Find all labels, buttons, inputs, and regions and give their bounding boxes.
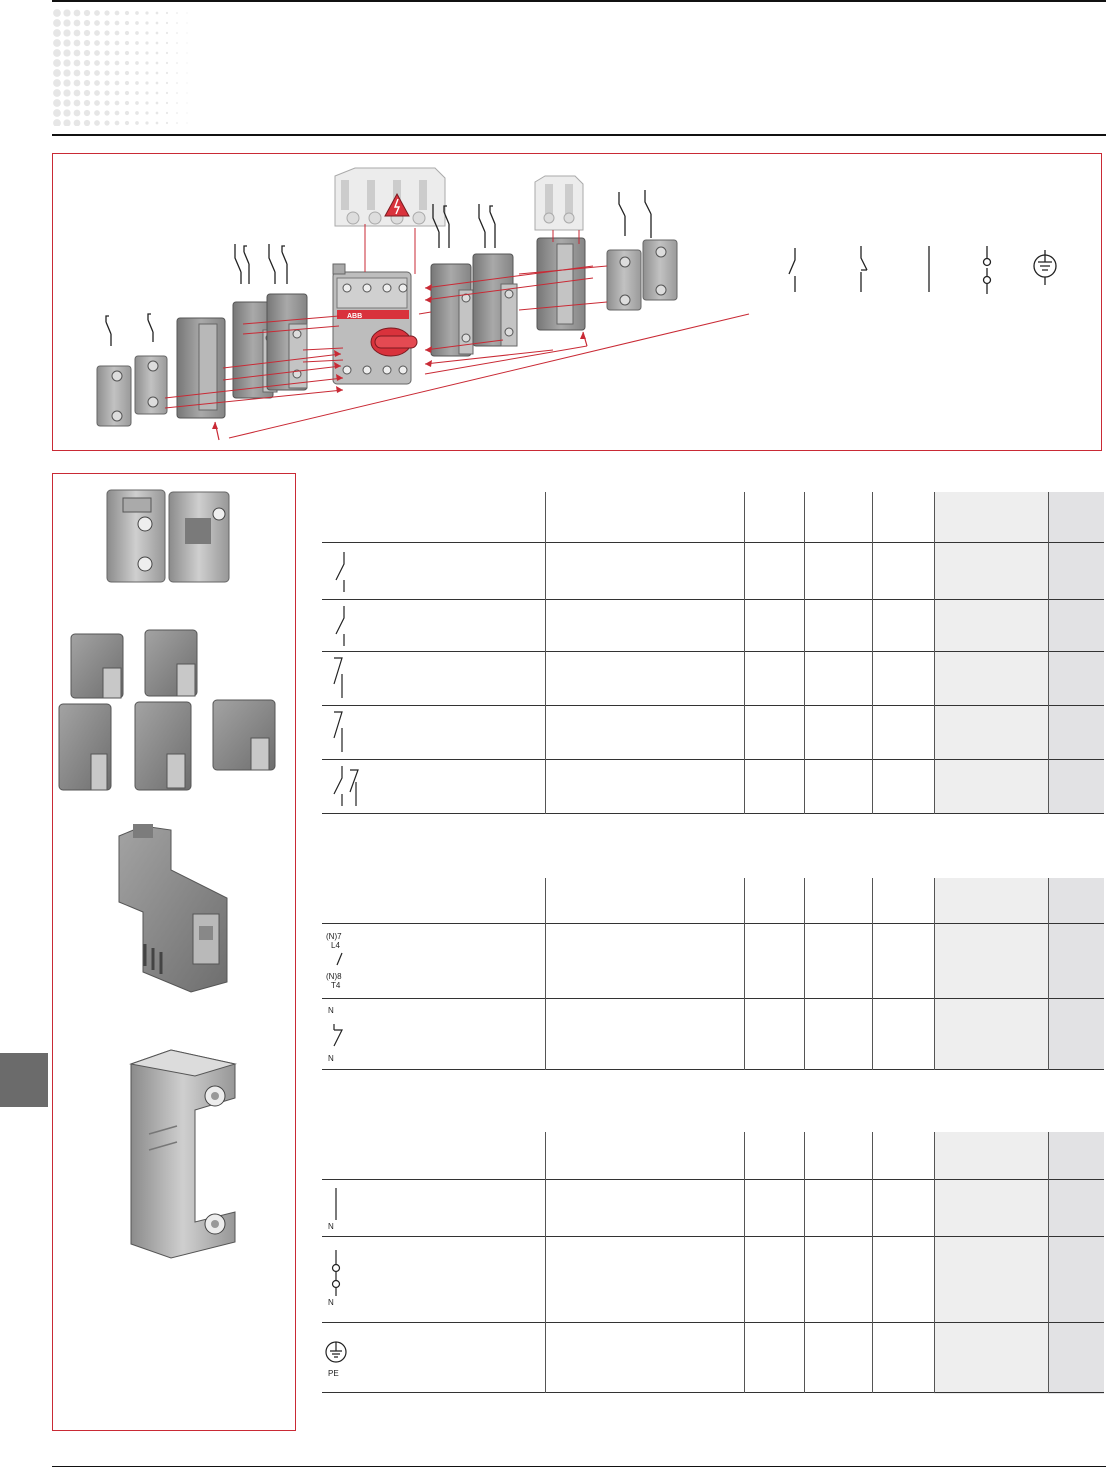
dot-pattern-decoration bbox=[52, 8, 192, 126]
terminal-label: (N)7 bbox=[326, 932, 342, 941]
pattern-dot bbox=[176, 82, 178, 84]
pattern-dot bbox=[84, 80, 90, 86]
pattern-dot bbox=[74, 40, 81, 47]
pattern-dot bbox=[166, 112, 168, 114]
pattern-dot bbox=[104, 70, 109, 75]
switch-brand-label: ABB bbox=[347, 313, 363, 320]
fifth-pole-photo bbox=[119, 824, 227, 992]
pattern-dot bbox=[94, 50, 100, 56]
pattern-dot bbox=[84, 90, 90, 96]
pattern-dot bbox=[53, 79, 61, 87]
pattern-dot bbox=[53, 69, 61, 77]
pattern-dot bbox=[63, 29, 70, 36]
pattern-dot bbox=[186, 52, 187, 53]
terminal-label: N bbox=[328, 1054, 334, 1063]
pattern-dot bbox=[125, 71, 129, 75]
terminal-shroud-small bbox=[535, 176, 583, 230]
pattern-dot bbox=[176, 32, 178, 34]
neutral-earth-terminal-table bbox=[322, 1132, 1104, 1394]
normally-closed-contact-icon bbox=[861, 246, 867, 292]
aux-block-mid-3 bbox=[267, 294, 307, 390]
aux-block-right-2 bbox=[473, 254, 517, 346]
pattern-dot bbox=[84, 10, 90, 16]
pattern-dot bbox=[125, 41, 129, 45]
pattern-dot bbox=[115, 31, 120, 36]
pattern-dot bbox=[74, 80, 81, 87]
pattern-dot bbox=[156, 32, 159, 35]
pattern-dot bbox=[53, 109, 61, 117]
pattern-dot bbox=[166, 102, 168, 104]
pattern-dot bbox=[135, 121, 139, 125]
pattern-dot bbox=[94, 80, 100, 86]
pattern-dot bbox=[135, 71, 139, 75]
pattern-dot bbox=[94, 30, 100, 36]
pattern-dot bbox=[176, 92, 178, 94]
pattern-dot bbox=[63, 99, 70, 106]
terminal-label: T4 bbox=[331, 981, 341, 990]
pattern-dot bbox=[63, 59, 70, 66]
pattern-dot bbox=[115, 11, 120, 16]
pattern-dot bbox=[84, 60, 90, 66]
pattern-dot bbox=[104, 60, 109, 65]
pattern-dot bbox=[115, 121, 120, 126]
pattern-dot bbox=[176, 72, 178, 74]
pattern-dot bbox=[74, 100, 81, 107]
normally-open-contact-icon bbox=[326, 604, 356, 648]
main-switch-body bbox=[333, 264, 417, 384]
terminal-label: N bbox=[328, 1222, 334, 1231]
pattern-dot bbox=[115, 61, 120, 66]
terminal-label: L4 bbox=[331, 941, 340, 950]
link-terminal-icon bbox=[984, 246, 991, 294]
terminal-label: PE bbox=[328, 1369, 339, 1378]
pattern-dot bbox=[156, 92, 159, 95]
pattern-dot bbox=[186, 22, 187, 23]
pattern-dot bbox=[176, 42, 178, 44]
pattern-dot bbox=[53, 89, 61, 97]
pattern-dot bbox=[135, 11, 139, 15]
pattern-dot bbox=[125, 51, 129, 55]
pattern-dot bbox=[115, 111, 120, 116]
pattern-dot bbox=[94, 40, 100, 46]
neutral-pole-contact-icon bbox=[326, 1022, 350, 1052]
pattern-dot bbox=[135, 101, 139, 105]
link-terminal-icon bbox=[326, 1248, 346, 1298]
pattern-dot bbox=[104, 120, 109, 125]
pattern-dot bbox=[125, 91, 129, 95]
pattern-dot bbox=[104, 30, 109, 35]
pattern-dot bbox=[166, 32, 168, 34]
pattern-dot bbox=[53, 19, 61, 27]
pattern-dot bbox=[94, 100, 100, 106]
pattern-dot bbox=[84, 40, 90, 46]
pattern-dot bbox=[145, 91, 148, 94]
pattern-dot bbox=[135, 51, 139, 55]
terminal-label: N bbox=[328, 1006, 334, 1015]
neutral-terminal-photo bbox=[131, 1050, 235, 1258]
pattern-dot bbox=[53, 29, 61, 37]
pattern-dot bbox=[176, 12, 178, 14]
aux-block-far-right-1 bbox=[607, 250, 641, 310]
pattern-dot bbox=[104, 10, 109, 15]
auxiliary-contacts-table bbox=[322, 492, 1104, 814]
pattern-dot bbox=[94, 90, 100, 96]
pattern-dot bbox=[145, 21, 148, 24]
pattern-dot bbox=[135, 111, 139, 115]
pattern-dot bbox=[166, 122, 168, 124]
pattern-dot bbox=[145, 61, 148, 64]
pattern-dot bbox=[104, 80, 109, 85]
terminal-label: N bbox=[328, 1298, 334, 1307]
unit-column-shade bbox=[1048, 492, 1104, 814]
pattern-dot bbox=[53, 9, 61, 17]
pattern-dot bbox=[53, 49, 61, 57]
pattern-dot bbox=[115, 81, 120, 86]
pattern-dot bbox=[63, 119, 70, 126]
pattern-dot bbox=[125, 31, 129, 35]
pattern-dot bbox=[104, 110, 109, 115]
normally-closed-contact-icon bbox=[326, 656, 356, 700]
pattern-dot bbox=[176, 22, 178, 24]
pattern-dot bbox=[135, 91, 139, 95]
product-photo-panel bbox=[52, 473, 296, 1431]
pattern-dot bbox=[156, 62, 159, 65]
pattern-dot bbox=[145, 51, 148, 54]
pattern-dot bbox=[94, 20, 100, 26]
pattern-dot bbox=[176, 102, 178, 104]
section-side-tab bbox=[0, 1053, 48, 1107]
price-column-shade bbox=[934, 492, 1048, 814]
pattern-dot bbox=[63, 89, 70, 96]
pattern-dot bbox=[63, 49, 70, 56]
pattern-dot bbox=[145, 11, 148, 14]
auxiliary-contact-blocks-photo bbox=[107, 490, 229, 582]
normally-open-contact-icon bbox=[326, 550, 356, 594]
pattern-dot bbox=[166, 22, 168, 24]
terminal-shroud-hazard bbox=[335, 168, 445, 226]
symbol-legend bbox=[789, 246, 1056, 294]
pattern-dot bbox=[145, 81, 148, 84]
pattern-dot bbox=[135, 31, 139, 35]
pattern-dot bbox=[104, 100, 109, 105]
pattern-dot bbox=[186, 112, 187, 113]
nc-contact-symbol-left bbox=[106, 314, 153, 346]
accessory-exploded-diagram bbox=[53, 154, 1103, 452]
fifth-pole-table bbox=[322, 878, 1104, 1070]
pattern-dot bbox=[74, 120, 81, 126]
pattern-dot bbox=[156, 22, 159, 25]
pattern-dot bbox=[63, 19, 70, 26]
pattern-dot bbox=[145, 121, 148, 124]
pattern-dot bbox=[74, 60, 81, 67]
accessory-overview-frame bbox=[52, 153, 1102, 451]
no-nc-contact-pair-icon bbox=[326, 764, 366, 808]
footer-rule bbox=[52, 1466, 1106, 1467]
pattern-dot bbox=[145, 101, 148, 104]
pattern-dot bbox=[74, 30, 81, 37]
pattern-dot bbox=[84, 30, 90, 36]
pattern-dot bbox=[115, 41, 120, 46]
pattern-dot bbox=[186, 42, 187, 43]
pattern-dot bbox=[145, 111, 148, 114]
pattern-dot bbox=[156, 12, 159, 15]
auxiliary-contact-group-photo bbox=[59, 630, 275, 790]
pattern-dot bbox=[125, 111, 129, 115]
pattern-dot bbox=[156, 72, 159, 75]
aux-block-right-1 bbox=[431, 264, 473, 356]
pattern-dot bbox=[176, 52, 178, 54]
pattern-dot bbox=[84, 20, 90, 26]
aux-block-left-2 bbox=[135, 356, 167, 414]
pattern-dot bbox=[125, 61, 129, 65]
pattern-dot bbox=[135, 61, 139, 65]
pattern-dot bbox=[53, 39, 61, 47]
pattern-dot bbox=[84, 70, 90, 76]
pattern-dot bbox=[115, 51, 120, 56]
pattern-dot bbox=[145, 41, 148, 44]
fifth-pole-contact-icon bbox=[330, 951, 350, 971]
pattern-dot bbox=[94, 60, 100, 66]
header-rule bbox=[52, 134, 1106, 136]
pattern-dot bbox=[125, 81, 129, 85]
pattern-dot bbox=[53, 119, 61, 126]
normally-closed-contact-icon bbox=[326, 710, 356, 754]
pattern-dot bbox=[53, 99, 61, 107]
pattern-dot bbox=[94, 10, 100, 16]
pattern-dot bbox=[186, 62, 187, 63]
aux-block-left-1 bbox=[97, 366, 131, 426]
top-rule bbox=[52, 0, 1106, 2]
pattern-dot bbox=[145, 31, 148, 34]
pattern-dot bbox=[84, 120, 90, 126]
pattern-dot bbox=[74, 90, 81, 97]
pattern-dot bbox=[74, 50, 81, 57]
pattern-dot bbox=[74, 20, 81, 27]
protective-earth-icon bbox=[324, 1340, 348, 1366]
pattern-dot bbox=[166, 72, 168, 74]
pattern-dot bbox=[145, 71, 148, 74]
pattern-dot bbox=[125, 21, 129, 25]
pattern-dot bbox=[166, 42, 168, 44]
pattern-dot bbox=[125, 121, 129, 125]
pattern-dot bbox=[156, 42, 159, 45]
pattern-dot bbox=[135, 21, 139, 25]
normally-open-contact-icon bbox=[789, 248, 795, 292]
pattern-dot bbox=[176, 112, 178, 114]
terminal-label: (N)8 bbox=[326, 972, 342, 981]
pattern-dot bbox=[115, 101, 120, 106]
pattern-dot bbox=[63, 9, 70, 16]
pattern-dot bbox=[186, 72, 187, 73]
pattern-dot bbox=[186, 102, 187, 103]
pattern-dot bbox=[156, 102, 159, 105]
pattern-dot bbox=[115, 21, 120, 26]
no-nc-symbols-left bbox=[235, 244, 287, 284]
pattern-dot bbox=[156, 82, 159, 85]
pattern-dot bbox=[115, 91, 120, 96]
no-symbols-far-right bbox=[619, 190, 651, 238]
pattern-dot bbox=[166, 12, 168, 14]
pattern-dot bbox=[84, 110, 90, 116]
pattern-dot bbox=[74, 70, 81, 77]
pattern-dot bbox=[125, 11, 129, 15]
pattern-dot bbox=[115, 71, 120, 76]
pattern-dot bbox=[135, 81, 139, 85]
pattern-dot bbox=[186, 122, 187, 123]
protective-earth-icon bbox=[1034, 250, 1056, 285]
pattern-dot bbox=[84, 50, 90, 56]
pattern-dot bbox=[186, 82, 187, 83]
aux-block-far-right-2 bbox=[643, 240, 677, 300]
pattern-dot bbox=[156, 122, 159, 125]
pattern-dot bbox=[94, 110, 100, 116]
pattern-dot bbox=[74, 110, 81, 117]
pattern-dot bbox=[63, 79, 70, 86]
pattern-dot bbox=[63, 109, 70, 116]
pattern-dot bbox=[53, 59, 61, 67]
pattern-dot bbox=[166, 82, 168, 84]
pattern-dot bbox=[94, 120, 100, 126]
pattern-dot bbox=[186, 12, 187, 13]
pattern-dot bbox=[104, 90, 109, 95]
pattern-dot bbox=[156, 112, 159, 115]
pattern-dot bbox=[125, 101, 129, 105]
pattern-dot bbox=[156, 52, 159, 55]
pattern-dot bbox=[94, 70, 100, 76]
pattern-dot bbox=[166, 52, 168, 54]
pattern-dot bbox=[104, 50, 109, 55]
pattern-dot bbox=[74, 10, 81, 17]
pattern-dot bbox=[186, 32, 187, 33]
pattern-dot bbox=[176, 62, 178, 64]
pattern-dot bbox=[104, 20, 109, 25]
pattern-dot bbox=[166, 62, 168, 64]
pattern-dot bbox=[166, 92, 168, 94]
pattern-dot bbox=[63, 69, 70, 76]
neutral-terminal-icon bbox=[326, 1186, 346, 1222]
pattern-dot bbox=[104, 40, 109, 45]
pattern-dot bbox=[176, 122, 178, 124]
pattern-dot bbox=[84, 100, 90, 106]
pattern-dot bbox=[135, 41, 139, 45]
pattern-dot bbox=[186, 92, 187, 93]
pattern-dot bbox=[63, 39, 70, 46]
